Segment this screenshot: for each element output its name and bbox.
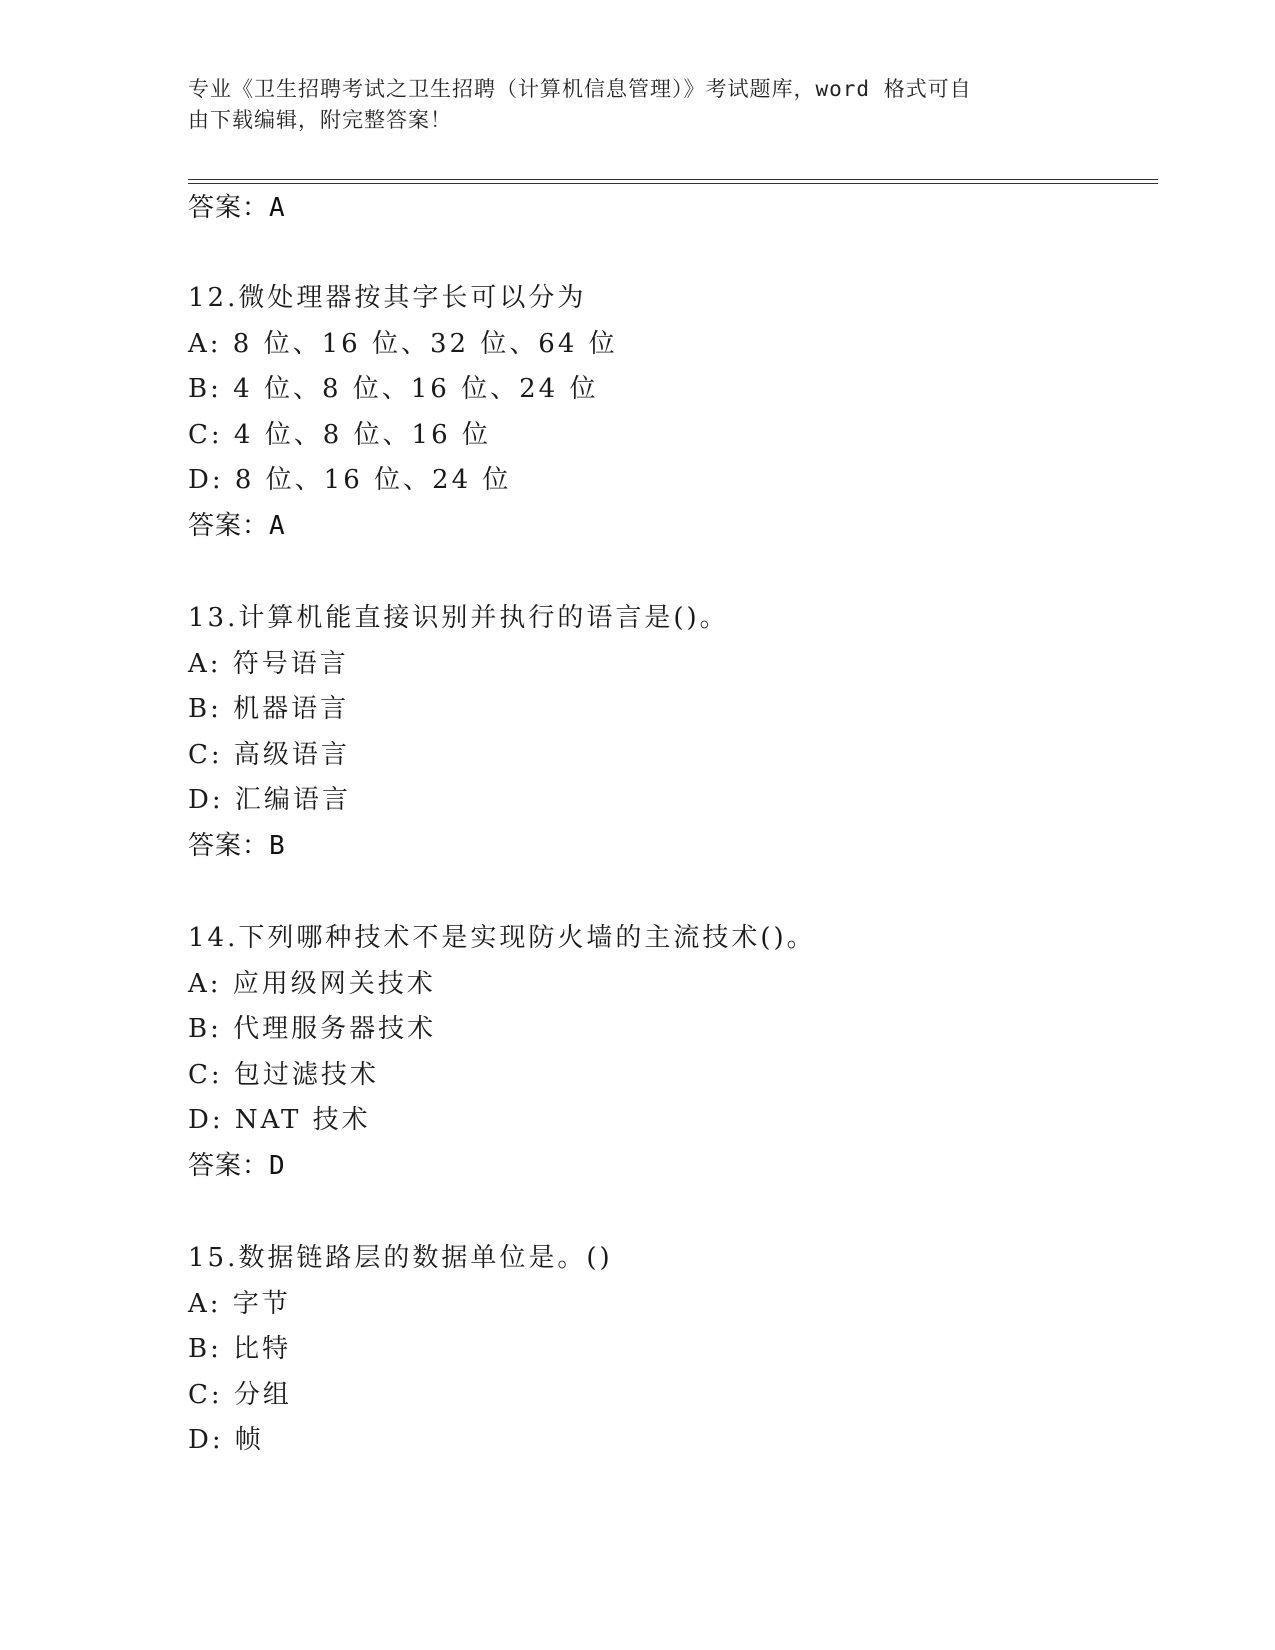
answer-line: 答案：A: [188, 510, 286, 541]
option-a: A: 应用级网关技术: [188, 968, 436, 999]
option-d: D: 8 位、16 位、24 位: [188, 465, 512, 495]
question-15: [188, 1236, 1128, 1464]
option-d: D: 汇编语言: [188, 785, 351, 815]
question-stem: 15.数据链路层的数据单位是。(): [188, 1243, 613, 1273]
header-divider-bottom: [188, 183, 1158, 184]
option-b: B: 代理服务器技术: [188, 1014, 437, 1044]
question-stem: 14.下列哪种技术不是实现防火墙的主流技术()。: [188, 923, 816, 953]
answer-line: 答案：B: [188, 830, 286, 861]
header-divider-top: [188, 179, 1158, 180]
option-b: B: 4 位、8 位、16 位、24 位: [188, 374, 599, 404]
option-b: B: 比特: [188, 1334, 292, 1364]
question-stem: 13.计算机能直接识别并执行的语言是()。: [188, 603, 729, 633]
answer-line: 答案：D: [188, 1150, 286, 1181]
option-a: A: 符号语言: [188, 648, 349, 679]
option-d: D: 帧: [188, 1425, 264, 1455]
header-line-1: 专业《卫生招聘考试之卫生招聘（计算机信息管理）》考试题库，word 格式可自: [188, 77, 972, 101]
question-13: [188, 596, 1128, 869]
option-a: A: 字节: [188, 1288, 291, 1319]
option-c: C: 分组: [188, 1379, 292, 1410]
option-d: D: NAT 技术: [188, 1105, 371, 1135]
option-c: C: 高级语言: [188, 739, 350, 770]
option-c: C: 包过滤技术: [188, 1059, 379, 1090]
question-12: [188, 276, 1128, 549]
question-14: [188, 916, 1128, 1189]
option-a: A: 8 位、16 位、32 位、64 位: [188, 328, 618, 359]
option-c: C: 4 位、8 位、16 位: [188, 419, 491, 450]
document-header: [188, 74, 1068, 136]
question-stem: 12.微处理器按其字长可以分为: [188, 283, 587, 313]
option-b: B: 机器语言: [188, 694, 350, 724]
header-line-2: 由下载编辑，附完整答案！: [188, 108, 452, 132]
answer-line: 答案：A: [188, 193, 286, 223]
